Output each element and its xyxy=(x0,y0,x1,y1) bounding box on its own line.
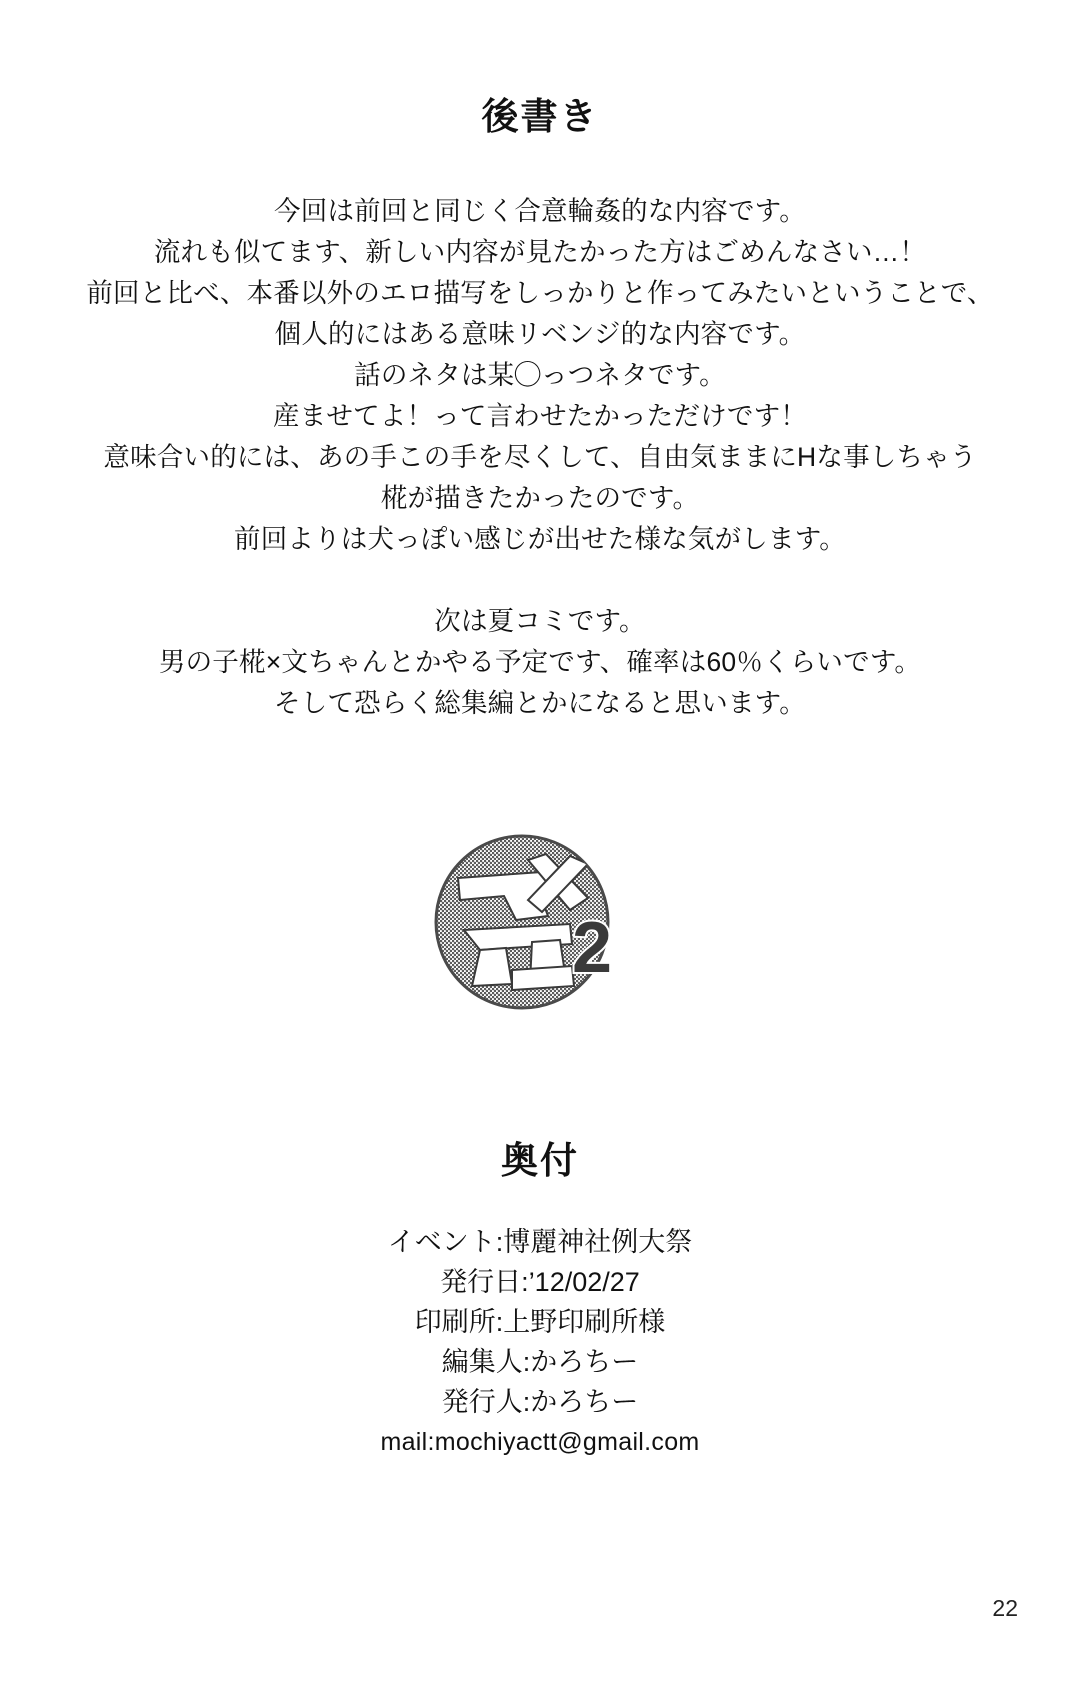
paragraph-spacer xyxy=(0,560,1080,601)
svg-text:2: 2 xyxy=(571,908,613,989)
colophon-line-publish-date: 発行日:’12/02/27 xyxy=(440,1267,640,1298)
colophon-line-printer: 印刷所:上野印刷所様 xyxy=(414,1307,666,1338)
afterword-line: 意味合い的には、あの手この手を尽くして、自由気ままにHな事しちゃう xyxy=(103,442,977,473)
emblem-logo-icon xyxy=(420,820,660,1030)
logo-container xyxy=(0,820,1080,1030)
colophon-heading: 奥付 xyxy=(501,1140,579,1182)
afterword-line: 今回は前回と同じく合意輪姦的な内容です。 xyxy=(274,196,806,227)
afterword-body xyxy=(0,191,1080,724)
colophon-line-mail: mail:mochiyactt@gmail.com xyxy=(380,1428,700,1457)
afterword-line: 産ませてよ！って言わせたかっただけです！ xyxy=(273,401,807,432)
afterword-line: 前回と比べ、本番以外のエロ描写をしっかりと作ってみたいということで、 xyxy=(86,278,994,309)
afterword-line: 流れも似てます、新しい内容が見たかった方はごめんなさい…！ xyxy=(153,237,927,268)
colophon-line-publisher: 発行人:かろちー xyxy=(441,1387,639,1418)
afterword-line: 個人的にはある意味リベンジ的な内容です。 xyxy=(274,319,806,350)
document-page xyxy=(0,95,1080,1684)
afterword-line: 男の子椛×文ちゃんとかやる予定です、確率は60％くらいです。 xyxy=(158,647,922,678)
colophon-body xyxy=(0,1222,1080,1462)
afterword-line: そして恐らく総集編とかになると思います。 xyxy=(274,688,806,719)
colophon-line-event: イベント:博麗神社例大祭 xyxy=(387,1227,693,1258)
afterword-line: 椛が描きたかったのです。 xyxy=(380,483,700,514)
afterword-line: 話のネタは某◯っつネタです。 xyxy=(354,360,726,391)
afterword-line: 次は夏コミです。 xyxy=(434,606,646,637)
page-number: 22 xyxy=(992,1595,1018,1621)
afterword-line: 前回よりは犬っぽい感じが出せた様な気がします。 xyxy=(234,524,846,555)
colophon-line-editor: 編集人:かろちー xyxy=(441,1347,639,1378)
afterword-heading: 後書き xyxy=(481,96,599,137)
